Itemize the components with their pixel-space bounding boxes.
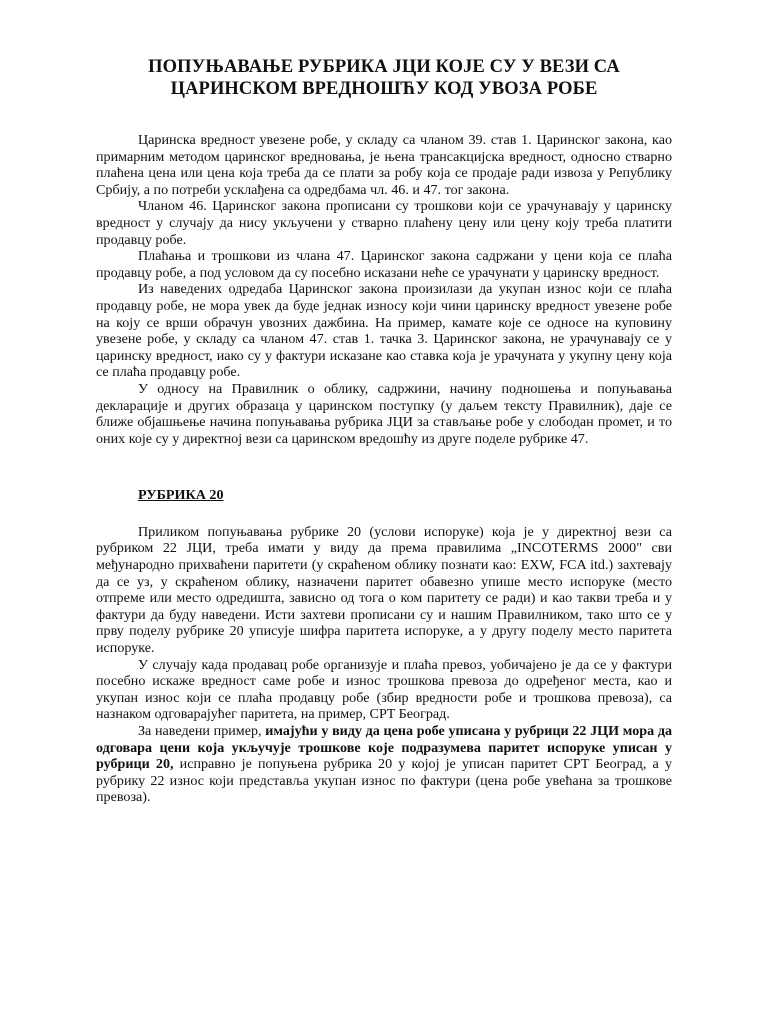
paragraph-article-46: Чланом 46. Царинског закона прописани су трошкови који се урачунавају у царинску вредност у случају да нису укључени у стварно плаћену цену или цену коју треба платити продавцу робе.: [96, 198, 672, 248]
paragraph-total-amount: Из наведених одредаба Царинског закона произилази да укупан износ који се плаћа продавцу робе, не мора увек да буде једнак износу који чини царинску вредност увезене робе на коју се врши обрачун увозних дажбина. На пример, камате које се односе на куповину увезене робе, у складу са чланом 47. став 1. тачка 3. Царинског закона, не урачунавају се у царинску вредност, иако су у фактури исказане као ставка која је урачуната у укупну цену која се плаћа продавцу робе.: [96, 281, 672, 381]
document-body: [96, 132, 672, 806]
paragraph-delivery-terms: Приликом попуњавања рубрике 20 (услови испоруке) која је у директној вези са рубриком 22 ЈЦИ, треба имати у виду да према правилима „INCOTERMS 2000" сви међународно прихваћени паритети (у скраћеном облику познати као: EXW, FCA itd.) захтевају да се уз, у скраћеном облику, назначени паритет обавезно упише место испоруке (место отпреме или место одредишта, зависно од тога о ком паритету се ради) и као такви треба и у фактури да буду наведени. Исти захтеви прописани су и нашим Правилником, тако што се у прву поделу рубрике 20 уписује шифра паритета испоруке, а у другу поделу место паритета испоруке.: [96, 523, 672, 657]
example-lead-text: За наведени пример,: [138, 723, 266, 739]
paragraph-customs-value: Царинска вредност увезене робе, у складу са чланом 39. став 1. Царинског закона, као примарним методом царинског вредновања, је њена трансакцијска вредност, односно стварно плаћена цена или цена која треба да се плати за робу која се продаје ради извоза у Републику Србију, а по потреби усклађена са одредбама чл. 46. и 47. тог закона.: [96, 132, 672, 198]
paragraph-rulebook: У односу на Правилник о облику, садржини, начину подношења и попуњавања декларације и других образаца у царинском поступку (у даљем тексту Правилник), даје се ближе објашњење начина попуњавања рубрика ЈЦИ за стављање робе у слободан промет, и то оних које су у директној вези са царинском вредошћу из друге поделе рубрике 47.: [96, 380, 672, 447]
example-bold-text: имајући у виду да цена робе уписана у рубрици 22 ЈЦИ мора да одговара цени која укључује трошкове које подразумева паритет испоруке уписан у рубрици 20,: [96, 723, 673, 773]
document-title: [96, 56, 672, 100]
paragraph-example: [96, 723, 672, 806]
paragraph-transport-costs: У случају када продавац робе организује и плаћа превоз, уобичајено је да се у фактури посебно искаже вредност саме робе и износ трошкова превоза до одређеног места, као и укупан износ који се плаћа продавцу робе (збир вредности робе и трошкова превоза), са назнаком одговарајућег паритета, на пример, CPT Београд.: [96, 656, 672, 723]
example-tail-text: исправно је попуњена рубрика 20 у којој је уписан паритет CPT Београд, а у рубрику 22 износ који представља укупан износ по фактури (цена робе увећана за трошкове превоза).: [96, 756, 672, 806]
section-heading-rubrika-20: РУБРИКА 20: [138, 487, 224, 504]
title-line-1: ПОПУЊАВАЊЕ РУБРИКА ЈЦИ КОЈЕ СУ У ВЕЗИ СА: [148, 57, 620, 77]
title-line-2: ЦАРИНСКОМ ВРЕДНОШЋУ КОД УВОЗА РОБЕ: [170, 79, 598, 99]
paragraph-article-47: Плаћања и трошкови из члана 47. Царинског закона садржани у цени која се плаћа продавцу робе, а под условом да су посебно исказани неће се урачунати у царинску вредност.: [96, 248, 672, 281]
